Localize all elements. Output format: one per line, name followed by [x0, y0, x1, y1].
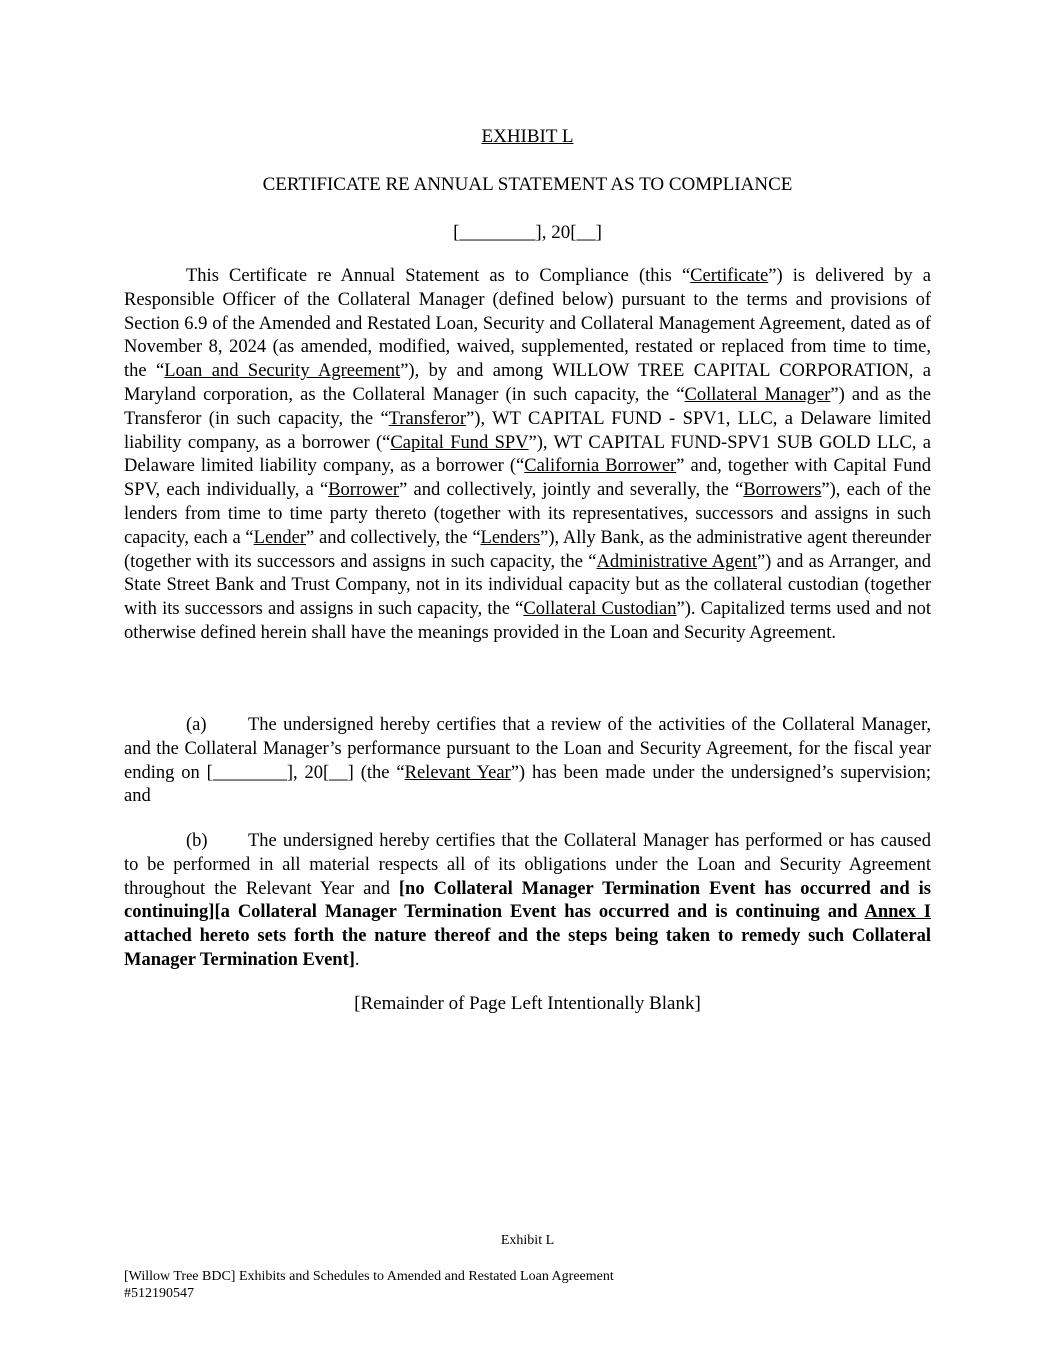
clause-a-text: The undersigned hereby certifies that a review of the activities of the Collateral Manager, and the Collateral Manager’s performance pursuant to the Loan and Security Agreement, for the fiscal year ending on [________], 20[__] (the “: [124, 715, 931, 783]
intro-text: ” and, together with Capital Fund SPV, each individually, a “: [124, 456, 931, 501]
defined-term-lenders: Lenders: [480, 527, 541, 548]
clause-b-text: The undersigned hereby certifies that the Collateral Manager has performed or has caused to be performed in all material respects all of its obligations under the Loan and Security Agreement throughout the Relevant Year and: [124, 831, 931, 899]
intro-paragraph: [124, 265, 931, 646]
clause-a-text: ”) has been made under the undersigned’s supervision; and: [124, 762, 931, 807]
defined-term-transferor: Transferor: [388, 408, 467, 429]
clause-b-bold-text: attached hereto sets forth the nature thereof and the steps being taken to remedy such Collateral Manager Termination Event]: [124, 926, 931, 970]
defined-term-collateral-manager: Collateral Manager: [684, 384, 831, 405]
intro-text: ”). Capitalized terms used and not otherwise defined herein shall have the meanings provided in the Loan and Security Agreement.: [124, 599, 931, 643]
clause-a-paragraph: [124, 714, 931, 809]
defined-term-borrowers: Borrowers: [743, 480, 822, 501]
annex-reference: Annex I: [864, 902, 931, 923]
defined-term-borrower: Borrower: [328, 480, 400, 501]
clause-b-bold-text: [no Collateral Manager Termination Event has occurred and is continuing][a Collateral Manager Termination Event has occurred and is continuing and: [124, 878, 931, 923]
defined-term-lender: Lender: [253, 527, 307, 548]
intro-text: ”) and as the Transferor (in such capacity, the “: [124, 384, 931, 429]
defined-term-relevant-year: Relevant Year: [404, 762, 511, 783]
intro-text: ”), Ally Bank, as the administrative agent thereunder (together with its successors and assigns in such capacity, the “: [124, 527, 931, 572]
intro-text: ”), by and among WILLOW TREE CAPITAL CORPORATION, a Maryland corporation, as the Collateral Manager (in such capacity, the “: [124, 361, 932, 405]
intro-text: ”), WT CAPITAL FUND-SPV1 SUB GOLD LLC, a Delaware limited liability company, as a borrower (“: [124, 432, 931, 477]
defined-term-capital-fund-spv: Capital Fund SPV: [390, 432, 529, 453]
date-line: [________], 20[__]: [453, 222, 602, 243]
clause-b-text: .: [354, 949, 360, 970]
document-page: [124, 0, 931, 1365]
defined-term-collateral-custodian: Collateral Custodian: [523, 599, 677, 620]
defined-term-loan-and-security-agreement: Loan and Security Agreement: [164, 361, 401, 382]
footer-doc-id: #512190547: [124, 1286, 194, 1301]
intro-text: ” and collectively, jointly and severally, the “: [399, 480, 744, 501]
intro-text: ” and collectively, the “: [306, 527, 481, 548]
defined-term-administrative-agent: Administrative Agent: [596, 551, 757, 572]
footer-page-label: Exhibit L: [500, 1233, 555, 1248]
intro-text: ”), each of the lenders from time to time party thereto (together with its representatives, successors and assigns in such capacity, each a “: [124, 480, 931, 548]
defined-term-california-borrower: California Borrower: [524, 456, 677, 477]
clause-b-label: (b): [186, 831, 208, 851]
intro-text: ”) and as Arranger, and State Street Bank and Trust Company, not in its individual capacity but as the collateral custodian (together with its successors and assigns in such capacity, the “: [124, 551, 931, 620]
clause-b-paragraph: [124, 830, 931, 973]
intro-text: This Certificate re Annual Statement as to Compliance (this “: [186, 266, 691, 286]
defined-term-certificate: Certificate: [690, 266, 769, 286]
intro-text: ”), WT CAPITAL FUND - SPV1, LLC, a Delaware limited liability company, as a borrower (“: [124, 408, 931, 453]
certificate-title: CERTIFICATE RE ANNUAL STATEMENT AS TO COMPLIANCE: [262, 174, 793, 195]
footer-doc-title: [Willow Tree BDC] Exhibits and Schedules to Amended and Restated Loan Agreement: [124, 1269, 614, 1284]
remainder-note: [Remainder of Page Left Intentionally Blank]: [354, 993, 701, 1014]
exhibit-title: EXHIBIT L: [481, 126, 574, 147]
clause-a-label: (a): [186, 715, 207, 735]
intro-text: ”) is delivered by a Responsible Officer of the Collateral Manager (defined below) pursuant to the terms and provisions of Section 6.9 of the Amended and Restated Loan, Security and Collateral Management Agreement, dated as of November 8, 2024 (as amended, modified, waived, supplemented, restated or replaced from time to time, the “: [124, 266, 931, 382]
